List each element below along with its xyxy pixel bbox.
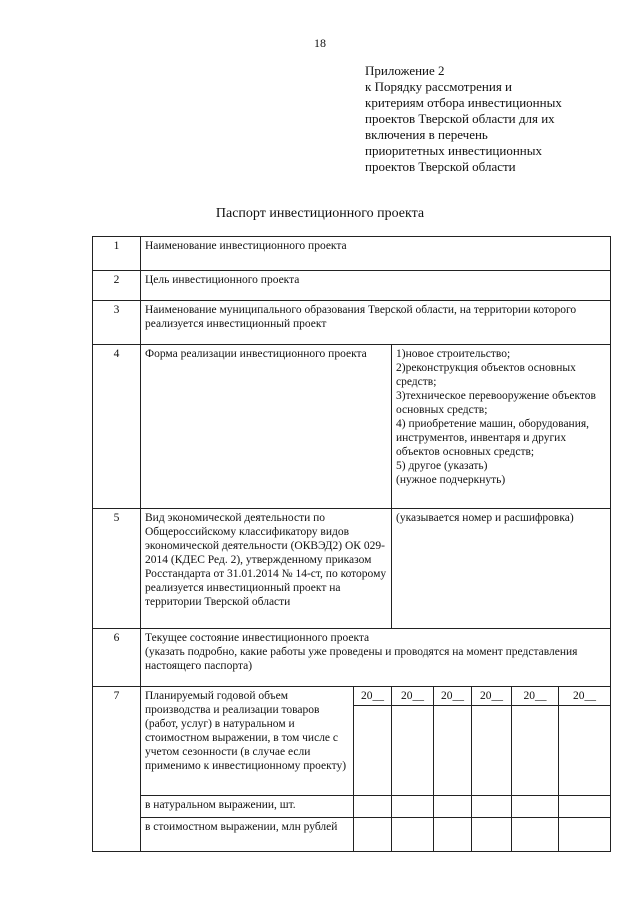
year-header: 20__ (434, 687, 472, 706)
table-row (93, 345, 611, 509)
table-row (93, 509, 611, 629)
value-cell (512, 818, 559, 852)
passport-table (92, 236, 611, 852)
value-cell (512, 796, 559, 818)
value-cell (392, 796, 434, 818)
value-cell (354, 796, 392, 818)
row-label: в стоимостном выражении, млн рублей (141, 818, 354, 852)
document-title: Паспорт инвестиционного проекта (215, 206, 425, 221)
value-cell (472, 818, 512, 852)
value-cell (354, 706, 392, 796)
value-cell (434, 706, 472, 796)
value-cell (559, 796, 611, 818)
option-item: 1)новое строительство; (396, 348, 511, 360)
form-options (392, 345, 611, 509)
table-row (93, 301, 611, 345)
value-cell (392, 818, 434, 852)
value-cell (434, 818, 472, 852)
row-label: Вид экономической деятельности по Общероссийскому классификатору видов экономической деятельности (ОКВЭД2) ОК 029-2014 (КДЕС Ред. 2), утвержденному приказом Росстандарта от 31.01.2014 № 14-ст, по которому реализуется инвестиционный проект на территории Тверской области (141, 509, 392, 629)
option-item: 2)реконструкция объектов основных средств; (396, 362, 576, 388)
row-number: 2 (93, 271, 141, 301)
row-label: Цель инвестиционного проекта (141, 271, 611, 301)
appendix-line: включения в перечень (365, 127, 488, 142)
row-label-line: Текущее состояние инвестиционного проекта (145, 632, 370, 644)
value-cell (434, 796, 472, 818)
appendix-line: проектов Тверской области (365, 159, 516, 174)
year-header: 20__ (559, 687, 611, 706)
appendix-line: к Порядку рассмотрения и (365, 79, 513, 94)
table-row (93, 237, 611, 271)
row-label: Форма реализации инвестиционного проекта (141, 345, 392, 509)
appendix-note (365, 63, 615, 175)
row-number: 5 (93, 509, 141, 629)
value-cell (472, 706, 512, 796)
value-cell (392, 706, 434, 796)
row-number: 1 (93, 237, 141, 271)
appendix-line: проектов Тверской области для их (365, 111, 555, 126)
row-label: Наименование муниципального образования Тверской области, на территории которого реализуется инвестиционный проект (141, 301, 611, 345)
row-label: Наименование инвестиционного проекта (141, 237, 611, 271)
row-label (141, 629, 611, 687)
value-cell (354, 818, 392, 852)
option-item: 4) приобретение машин, оборудования, инструментов, инвентаря и других объектов основных средств; (396, 418, 590, 458)
value-cell (512, 706, 559, 796)
row-label: Планируемый годовой объем производства и реализации товаров (работ, услуг) в натуральном и стоимостном выражении, в том числе с учетом сезонности (в случае если применимо к инвестиционному проекту) (141, 687, 354, 796)
year-header: 20__ (354, 687, 392, 706)
row-number: 6 (93, 629, 141, 687)
value-cell (559, 818, 611, 852)
appendix-line: критериям отбора инвестиционных (365, 95, 562, 110)
row-number: 4 (93, 345, 141, 509)
value-cell (472, 796, 512, 818)
year-header: 20__ (392, 687, 434, 706)
table-row (93, 271, 611, 301)
table-row (93, 796, 611, 818)
appendix-line: Приложение 2 (365, 63, 445, 78)
option-item: 3)техническое перевооружение объектов основных средств; (396, 390, 596, 416)
value-cell (559, 706, 611, 796)
year-header: 20__ (472, 687, 512, 706)
row-number: 7 (93, 687, 141, 852)
row-value: (указывается номер и расшифровка) (392, 509, 611, 629)
row-number: 3 (93, 301, 141, 345)
row-label-note: (указать подробно, какие работы уже проведены и проводятся на момент представления настоящего паспорта) (145, 646, 578, 672)
appendix-line: приоритетных инвестиционных (365, 143, 542, 158)
row-label: в натуральном выражении, шт. (141, 796, 354, 818)
year-header: 20__ (512, 687, 559, 706)
page-number: 18 (314, 36, 326, 50)
table-row (93, 687, 611, 706)
table-row (93, 818, 611, 852)
table-row (93, 629, 611, 687)
option-item: 5) другое (указать) (396, 460, 488, 472)
option-item: (нужное подчеркнуть) (396, 474, 506, 486)
